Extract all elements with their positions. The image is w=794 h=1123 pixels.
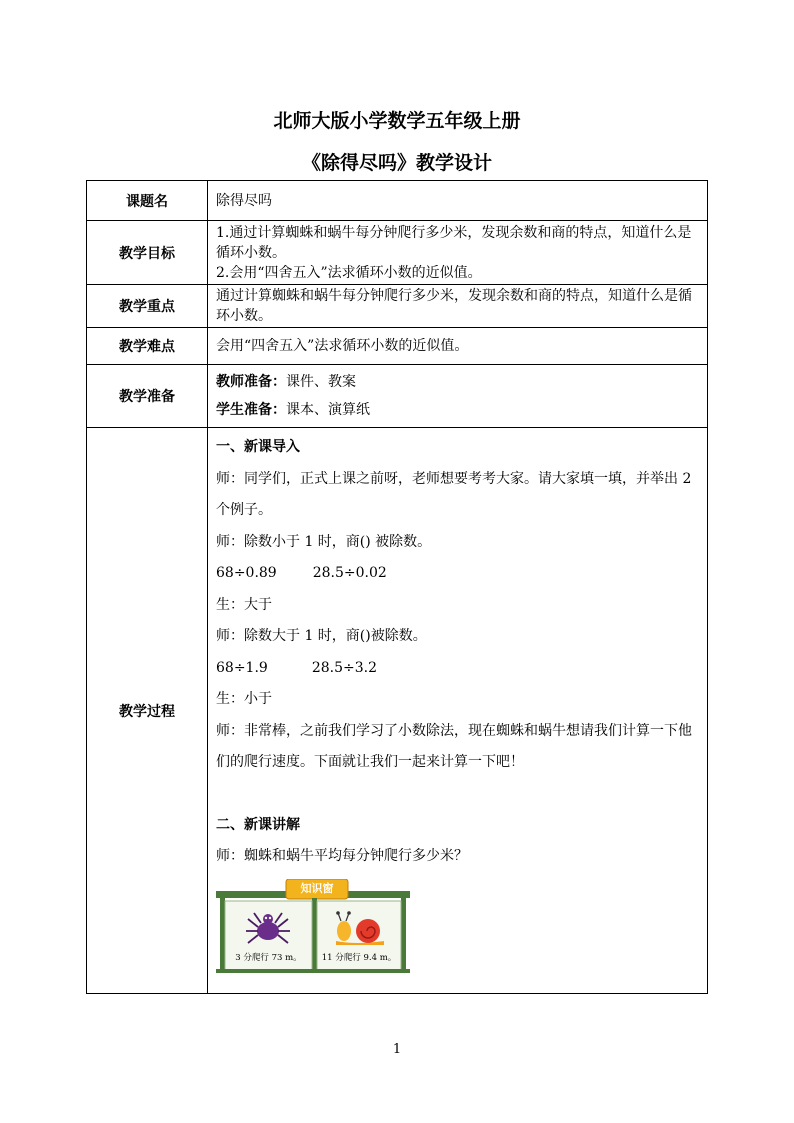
process-paragraph: 师：蜘蛛和蜗牛平均每分钟爬行多少米？ [216,848,468,864]
key-label: 教学重点 [87,285,208,328]
row-goals [87,221,708,285]
row-topic [87,181,708,221]
goals-label: 教学目标 [87,221,208,285]
lesson-plan-table [86,180,708,994]
process-paragraph: 师：非常棒，之前我们学习了小数除法，现在蜘蛛和蜗牛想请我们计算一下他们的爬行速度。下面就让我们一起来计算一下吧！ [216,722,692,770]
process-paragraph: 师：除数小于 1 时，商() 被除数。 [216,533,432,550]
difficulty-value: 会用“四舍五入”法求循环小数的近似值。 [208,328,708,365]
example-expression: 28.5÷3.2 [311,659,377,676]
process-paragraph: 师：除数大于 1 时，商()被除数。 [216,628,427,644]
goals-value [208,221,708,285]
teacher-prep-label: 教师准备： [216,374,286,390]
topic-label: 课题名 [87,181,208,221]
row-key [87,285,708,328]
process-paragraph: 生：小于 [216,691,272,707]
process-paragraph: 生：大于 [216,596,272,613]
prep-value [208,365,708,428]
example-expression: 28.5÷0.02 [312,565,387,581]
knowledge-banner: 知识窗 [300,881,334,895]
row-process [87,428,708,994]
section-intro-heading: 一、新课导入 [216,439,300,455]
page-number: 1 [392,1042,402,1057]
teacher-prep [216,368,699,396]
prep-label: 教学准备 [87,365,208,428]
teacher-prep-value: 课件、教案 [286,374,356,390]
student-prep [216,396,699,424]
goals-line1: 1.通过计算蜘蛛和蜗牛每分钟爬行多少米，发现余数和商的特点，知道什么是循环小数。 [216,224,692,261]
spider-caption: 3 分爬行 73 m。 [235,952,302,963]
document-title: 北师大版小学数学五年级上册 [273,110,521,132]
knowledge-window-illustration [216,879,410,974]
snail-caption: 11 分爬行 9.4 m。 [321,952,397,963]
key-value: 通过计算蜘蛛和蜗牛每分钟爬行多少米，发现余数和商的特点，知道什么是循环小数。 [208,285,708,328]
difficulty-label: 教学难点 [87,328,208,365]
row-difficulty [87,328,708,365]
student-prep-label: 学生准备： [216,402,286,418]
example-line-2 [216,653,699,685]
goals-line2: 2.会用“四舍五入”法求循环小数的近似值。 [216,264,482,281]
topic-value: 除得尽吗 [208,181,708,221]
section-explain-heading: 二、新课讲解 [216,816,300,833]
process-label: 教学过程 [87,428,208,994]
example-line-1 [216,558,699,590]
example-expression: 68÷0.89 [216,565,277,581]
example-expression: 68÷1.9 [216,659,268,676]
row-prep [87,365,708,428]
document-subtitle: 《除得尽吗》教学设计 [301,152,492,174]
process-value [208,428,708,994]
student-prep-value: 课本、演算纸 [286,402,370,418]
process-paragraph: 师：同学们，正式上课之前呀，老师想要考考大家。请大家填一填，并举出 2 个例子。 [216,470,692,518]
